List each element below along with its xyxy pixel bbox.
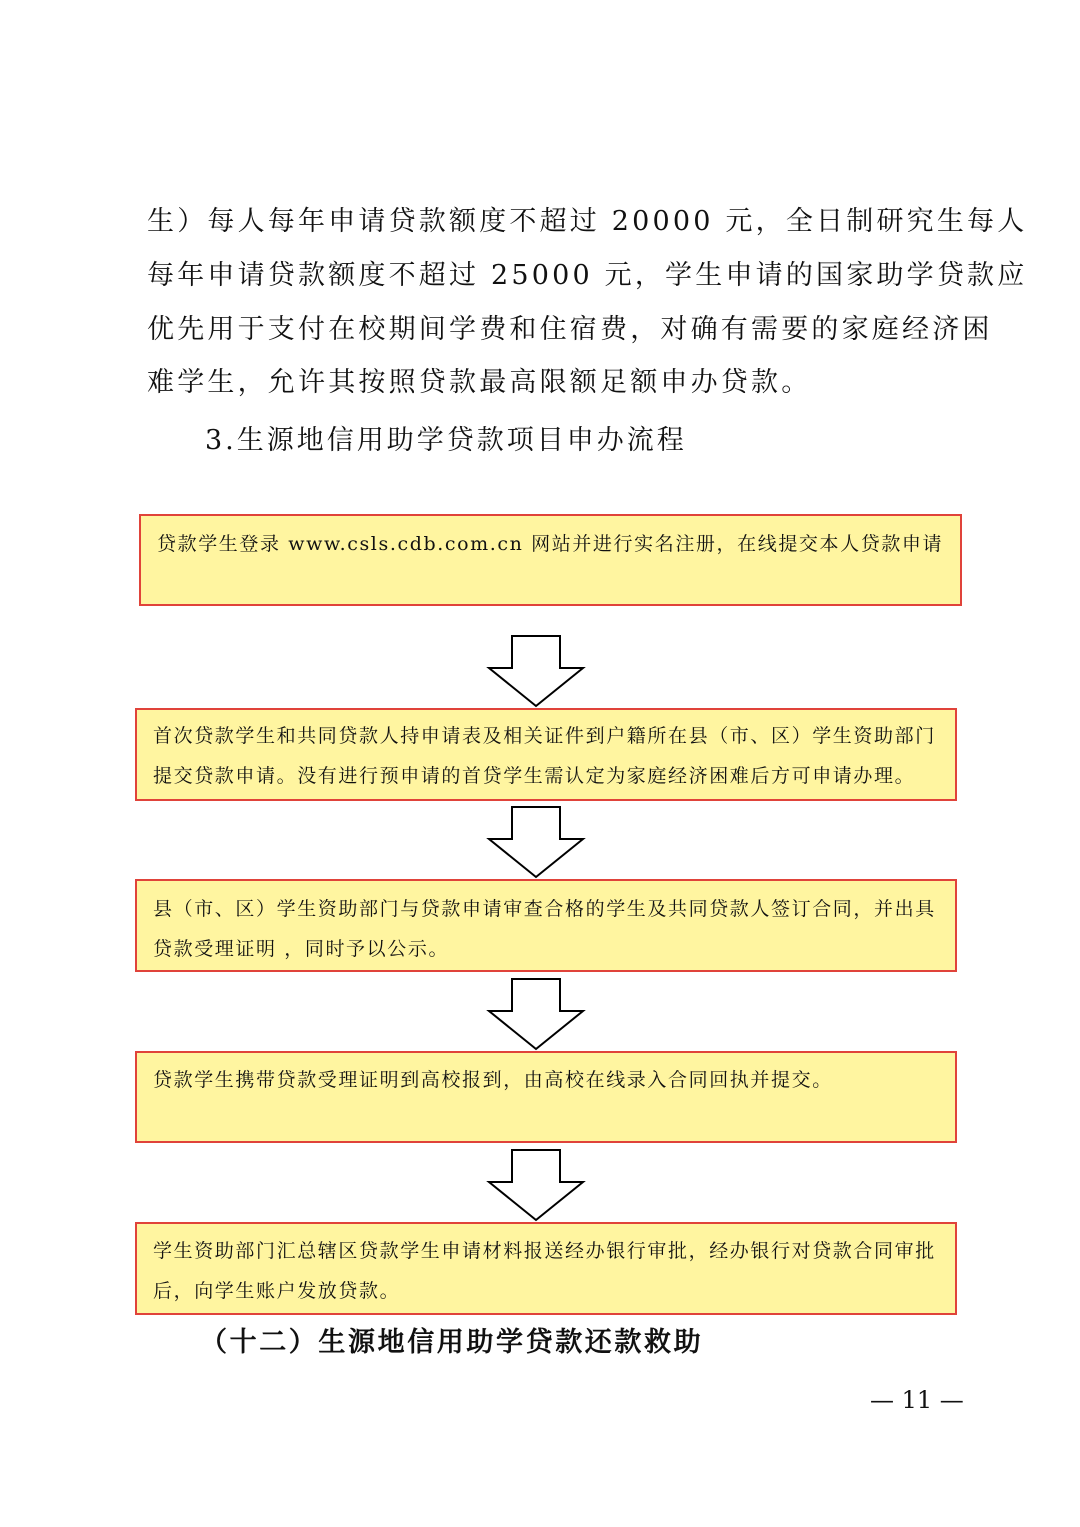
paragraph-line-3: 优先用于支付在校期间学费和住宿费，对确有需要的家庭经济困 [147, 314, 993, 345]
flow-step-3-text: 县（市、区）学生资助部门与贷款申请审查合格的学生及共同贷款人签订合同，并出具贷款受理证明 ，同时予以公示。 [153, 898, 936, 960]
down-arrow-icon [486, 806, 586, 880]
page-number: — 11 — [870, 1386, 964, 1414]
flow-step-1 [139, 514, 962, 606]
flow-step-2 [135, 708, 957, 801]
flow-step-5 [135, 1222, 957, 1315]
flow-step-4 [135, 1051, 957, 1143]
section-heading: 3.生源地信用助学贷款项目申办流程 [205, 425, 687, 456]
paragraph-line-1: 生）每人每年申请贷款额度不超过 20000 元，全日制研究生每人 [147, 206, 1028, 237]
paragraph-line-2: 每年申请贷款额度不超过 25000 元，学生申请的国家助学贷款应 [147, 260, 1028, 291]
flow-step-4-text: 贷款学生携带贷款受理证明到高校报到，由高校在线录入合同回执并提交。 [153, 1069, 833, 1091]
paragraph-line-4: 难学生，允许其按照贷款最高限额足额申办贷款。 [147, 367, 812, 398]
down-arrow-icon [486, 1149, 586, 1223]
flow-step-5-text: 学生资助部门汇总辖区贷款学生申请材料报送经办银行审批，经办银行对贷款合同审批后，向学生账户发放贷款。 [153, 1240, 936, 1302]
flow-step-3 [135, 879, 957, 972]
down-arrow-icon [486, 978, 586, 1052]
subsection-heading: （十二）生源地信用助学贷款还款救助 [200, 1327, 704, 1358]
flow-step-1-text: 贷款学生登录 www.csls.cdb.com.cn 网站并进行实名注册，在线提交本人贷款申请 [157, 533, 944, 555]
flow-step-2-text: 首次贷款学生和共同贷款人持申请表及相关证件到户籍所在县（市、区）学生资助部门提交贷款申请。没有进行预申请的首贷学生需认定为家庭经济困难后方可申请办理。 [153, 725, 936, 787]
down-arrow-icon [486, 635, 586, 709]
